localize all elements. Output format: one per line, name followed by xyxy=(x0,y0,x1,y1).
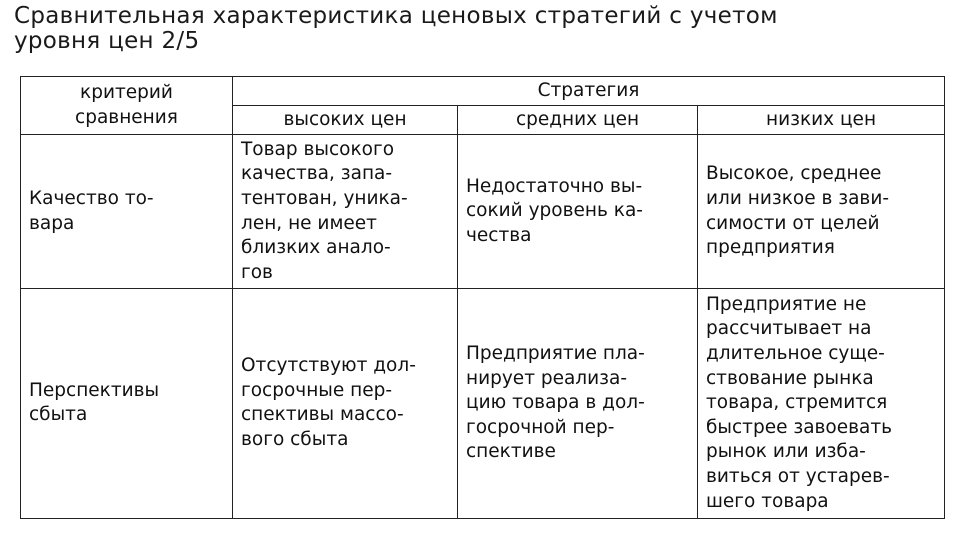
column-header-high-prices: высоких цен xyxy=(233,106,458,135)
slide-title-line-2: уровня цен 2/5 xyxy=(14,28,200,54)
strategy-header: Стратегия xyxy=(233,77,945,106)
criterion-header: критерий сравнения xyxy=(21,77,233,135)
slide-title xyxy=(14,4,944,54)
table-cell: Недостаточно вы- сокий уровень ка- чества xyxy=(458,135,698,289)
table-row xyxy=(21,135,945,289)
table-cell: Предприятие пла- нирует реализа- цию товара в дол- госрочной пер- спективе xyxy=(458,288,698,518)
table-cell: Предприятие не рассчитывает на длительное суще- ствование рынка товара, стремится быстрее завоевать рынок или изба- виться от устарев- шего товара xyxy=(698,288,945,518)
slide-title-line-1: Сравнительная характеристика ценовых стратегий с учетом xyxy=(14,3,778,29)
row-criterion-sales-prospects: Перспективы сбыта xyxy=(21,288,233,518)
table-cell: Отсутствуют дол- госрочные пер- спективы массо- вого сбыта xyxy=(233,288,458,518)
column-header-low-prices: низких цен xyxy=(698,106,945,135)
comparison-table xyxy=(20,76,945,519)
table-cell: Товар высокого качества, запа- тентован, уника- лен, не имеет близких анало- гов xyxy=(233,135,458,289)
table-row xyxy=(21,288,945,518)
table-cell: Высокое, среднее или низкое в зави- симости от целей предприятия xyxy=(698,135,945,289)
row-criterion-quality: Качество то- вара xyxy=(21,135,233,289)
column-header-medium-prices: средних цен xyxy=(458,106,698,135)
